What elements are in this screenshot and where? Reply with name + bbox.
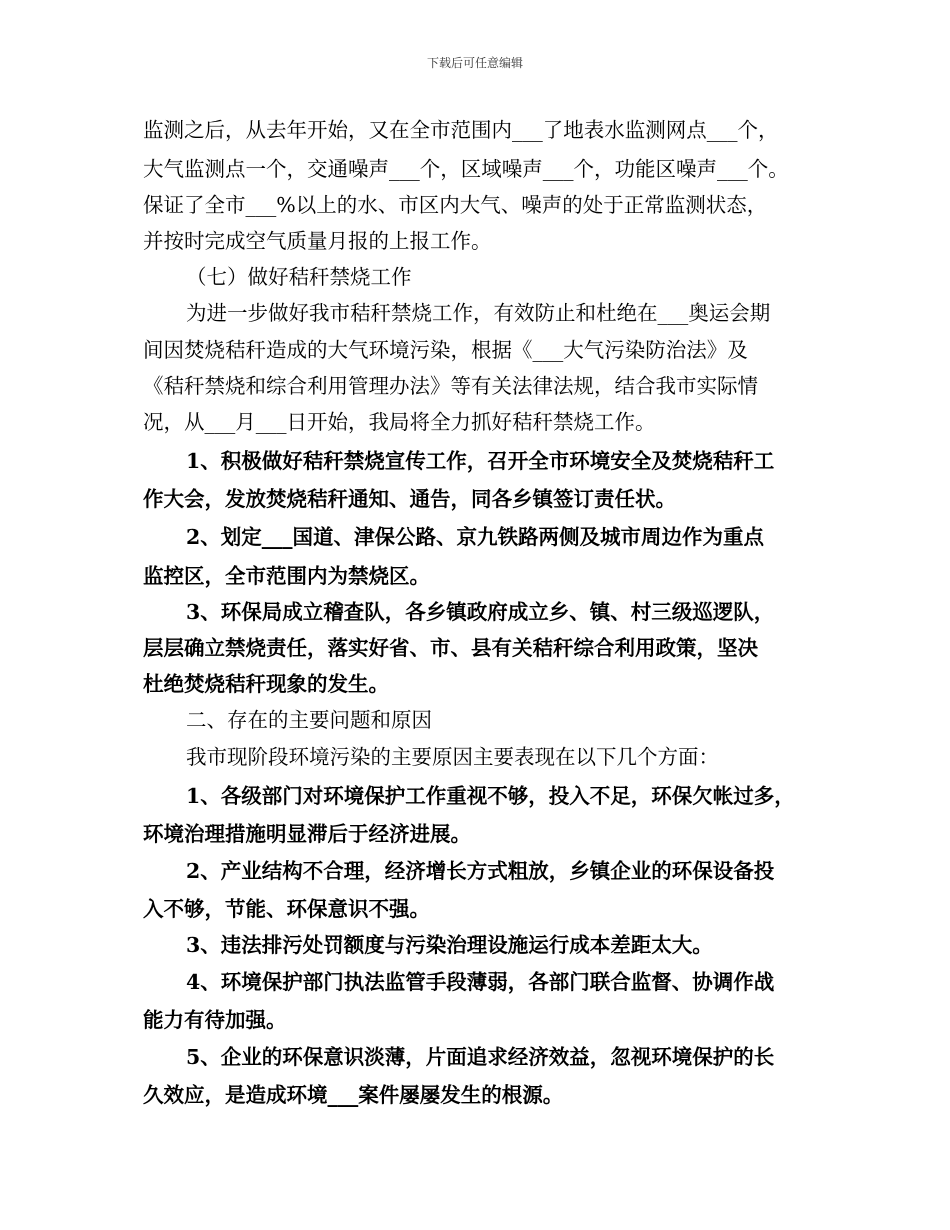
paragraph-line: 《秸秆禁烧和综合利用管理办法》等有关法律法规，结合我市实际情 [143,374,758,398]
list-item: 3、违法排污处罚额度与污染治理设施运行成本差距太大。 [186,933,713,957]
paragraph-line: 监测之后，从去年开始，又在全市范围内___了地表水监测网点___个， [143,118,779,142]
paragraph-line: 层层确立禁烧责任，落实好省、市、县有关秸秆综合利用政策，坚决 [143,636,758,660]
page-header: 下载后可任意编辑 [426,56,523,70]
paragraph-line: 大气监测点一个，交通噪声___个，区域噪声___个，功能区噪声___个。 [143,157,789,181]
section-heading: （七）做好秸秆禁烧工作 [186,265,412,289]
list-item: 3、环保局成立稽查队，各乡镇政府成立乡、镇、村三级巡逻队， [186,600,775,624]
paragraph-line: 作大会，发放焚烧秸秆通知、通告，同各乡镇签订责任状。 [143,487,676,511]
paragraph-line: 入不够，节能、环保意识不强。 [143,897,430,921]
paragraph-line: 杜绝焚烧秸秆现象的发生。 [143,672,389,696]
paragraph-line: 间因焚烧秸秆造成的大气环境污染，根据《___大气污染防治法》及 [143,338,748,362]
list-item: 2、产业结构不合理，经济增长方式粗放，乡镇企业的环保设备投 [186,859,775,883]
list-item: 4、环境保护部门执法监管手段薄弱，各部门联合监督、协调作战 [186,970,775,994]
paragraph-line: 为进一步做好我市秸秆禁烧工作，有效防止和杜绝在___奥运会期 [186,301,771,325]
list-item: 5、企业的环保意识淡薄，片面追求经济效益，忽视环境保护的长 [186,1045,775,1069]
paragraph-line: 况，从___月___日开始，我局将全力抓好秸秆禁烧工作。 [143,410,656,434]
list-item: 1、积极做好秸秆禁烧宣传工作，召开全市环境安全及焚烧秸秆工 [186,449,775,473]
section-heading: 二、存在的主要问题和原因 [186,708,432,732]
paragraph-line: 监控区，全市范围内为禁烧区。 [143,564,430,588]
paragraph-line: 保证了全市___%以上的水、市区内大气、噪声的处于正常监测状态， [143,193,768,217]
paragraph-line: 我市现阶段环境污染的主要原因主要表现在以下几个方面： [186,745,719,769]
list-item: 1、各级部门对环境保护工作重视不够，投入不足，环保欠帐过多， [186,784,795,808]
paragraph-line: 并按时完成空气质量月报的上报工作。 [143,229,492,253]
paragraph-line: 久效应，是造成环境___案件屡屡发生的根源。 [143,1083,564,1107]
paragraph-line: 环境治理措施明显滞后于经济进展。 [143,822,471,846]
list-item: 2、划定___国道、津保公路、京九铁路两侧及城市周边作为重点 [186,525,765,549]
paragraph-line: 能力有待加强。 [143,1008,287,1032]
